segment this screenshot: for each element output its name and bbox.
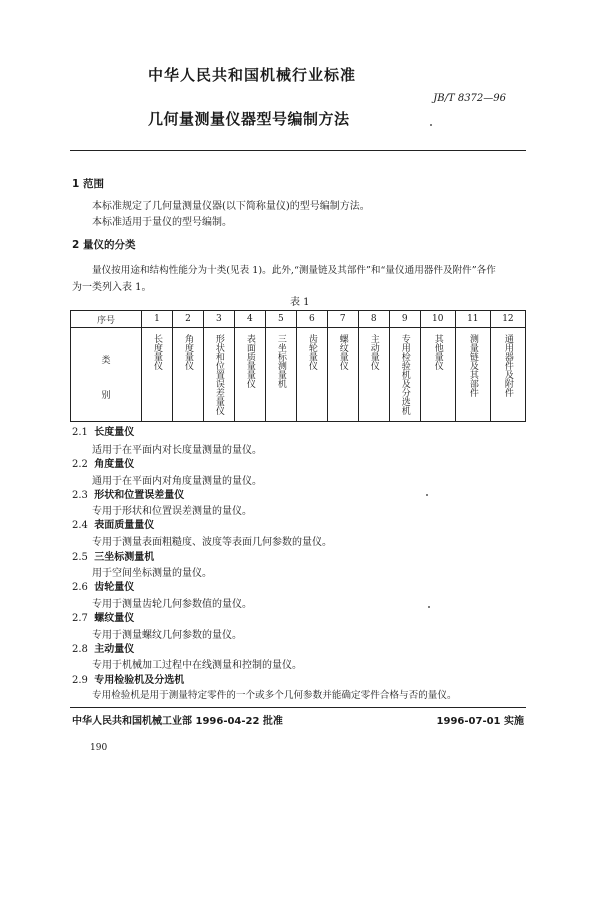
subsection-desc: 专用于测量齿轮几何参数值的量仪。 bbox=[92, 599, 252, 610]
table-1 bbox=[70, 310, 526, 422]
document-title: 几何量测量仪器型号编制方法 bbox=[148, 110, 350, 128]
category-cell bbox=[389, 328, 420, 422]
subsection-heading bbox=[72, 486, 184, 501]
subsection-desc: 通用于在平面内对角度量测量的量仪。 bbox=[92, 476, 262, 487]
subsection-desc: 专用于形状和位置误差测量的量仪。 bbox=[92, 506, 252, 517]
subsection-heading bbox=[72, 455, 134, 470]
col-number: 4 bbox=[234, 311, 265, 328]
subsection-title: 专用检验机及分选机 bbox=[94, 675, 185, 686]
subsection-desc: 专用于测量表面粗糙度、波度等表面几何参数的量仪。 bbox=[92, 537, 332, 548]
subsection-heading bbox=[72, 640, 134, 655]
subsection-title: 长度量仪 bbox=[94, 427, 135, 438]
category-cell bbox=[327, 328, 358, 422]
subsection-number: 2.4 bbox=[72, 520, 88, 531]
category-name: 专用检验机及分选机 bbox=[399, 334, 410, 415]
category-name: 其他量仪 bbox=[432, 334, 443, 370]
col-number: 8 bbox=[358, 311, 389, 328]
subsection-title: 表面质量量仪 bbox=[94, 520, 155, 531]
section-2-paragraph-line-2: 为一类列入表 1。 bbox=[72, 282, 152, 293]
header-rule bbox=[70, 150, 526, 151]
category-cell bbox=[142, 328, 173, 422]
subsection-title: 螺纹量仪 bbox=[94, 613, 135, 624]
col-number: 7 bbox=[327, 311, 358, 328]
subsection-number: 2.7 bbox=[72, 613, 88, 624]
category-label-2: 别 bbox=[101, 391, 111, 401]
subsection-heading bbox=[72, 423, 134, 438]
col-number: 6 bbox=[296, 311, 327, 328]
subsection-heading bbox=[72, 578, 134, 593]
category-cell bbox=[172, 328, 203, 422]
section-1-paragraph-1: 本标准规定了几何量测量仪器(以下简称量仪)的型号编制方法。 bbox=[92, 201, 370, 212]
category-name: 长度量仪 bbox=[151, 334, 162, 370]
subsection-desc: 专用检验机是用于测量特定零件的一个或多个几何参数并能确定零件合格与否的量仪。 bbox=[92, 690, 457, 701]
col-number: 2 bbox=[172, 311, 203, 328]
subsection-number: 2.9 bbox=[72, 675, 88, 686]
scan-speck bbox=[428, 606, 430, 608]
category-name: 表面质量量仪 bbox=[244, 334, 255, 388]
category-name: 通用器件及附件 bbox=[502, 334, 513, 397]
subsection-number: 2.1 bbox=[72, 427, 88, 438]
category-name: 螺纹量仪 bbox=[337, 334, 348, 370]
category-cell bbox=[234, 328, 265, 422]
subsection-title: 角度量仪 bbox=[94, 459, 135, 470]
subsection-number: 2.5 bbox=[72, 552, 88, 563]
subsection-desc: 用于空间坐标测量的量仪。 bbox=[92, 568, 212, 579]
subsection-number: 2.6 bbox=[72, 582, 88, 593]
category-cell bbox=[490, 328, 525, 422]
category-name: 角度量仪 bbox=[182, 334, 193, 370]
category-label-1: 类 bbox=[101, 356, 111, 366]
category-cell bbox=[265, 328, 296, 422]
col-number: 10 bbox=[420, 311, 455, 328]
effective-date: 1996-07-01 实施 bbox=[436, 716, 524, 727]
col-number: 12 bbox=[490, 311, 525, 328]
table-1-caption: 表 1 bbox=[290, 297, 310, 308]
category-cell bbox=[358, 328, 389, 422]
category-name: 测量链及其部件 bbox=[467, 334, 478, 397]
subsection-title: 齿轮量仪 bbox=[94, 582, 135, 593]
subsection-desc: 专用于机械加工过程中在线测量和控制的量仪。 bbox=[92, 660, 302, 671]
category-name: 三坐标测量机 bbox=[275, 334, 286, 388]
page-number: 190 bbox=[90, 743, 108, 753]
subsection-heading bbox=[72, 516, 154, 531]
col-number: 9 bbox=[389, 311, 420, 328]
subsection-desc: 专用于测量螺纹几何参数的量仪。 bbox=[92, 630, 242, 641]
subsection-heading bbox=[72, 671, 184, 686]
table-row-numbers bbox=[71, 311, 526, 328]
standard-code: JB/T 8372—96 bbox=[433, 93, 506, 104]
subsection-number: 2.2 bbox=[72, 459, 88, 470]
subsection-heading bbox=[72, 609, 134, 624]
seq-header: 序号 bbox=[71, 311, 142, 328]
category-header bbox=[71, 328, 142, 422]
footer-rule bbox=[70, 707, 526, 708]
category-cell bbox=[203, 328, 234, 422]
category-name: 齿轮量仪 bbox=[306, 334, 317, 370]
category-cell bbox=[420, 328, 455, 422]
col-number: 1 bbox=[142, 311, 173, 328]
subsection-title: 形状和位置误差量仪 bbox=[94, 490, 185, 501]
section-2-heading: 2 量仪的分类 bbox=[72, 239, 136, 251]
section-1-heading: 1 范围 bbox=[72, 178, 104, 190]
col-number: 11 bbox=[455, 311, 490, 328]
section-2-paragraph-line-1: 量仪按用途和结构性能分为十类(见表 1)。此外,“测量链及其部件”和“量仪通用器件及附件”各作 bbox=[92, 265, 496, 276]
col-number: 3 bbox=[203, 311, 234, 328]
subsection-number: 2.3 bbox=[72, 490, 88, 501]
standard-title: 中华人民共和国机械行业标准 bbox=[148, 66, 357, 84]
category-name: 形状和位置误差量仪 bbox=[213, 334, 224, 415]
subsection-desc: 适用于在平面内对长度量测量的量仪。 bbox=[92, 445, 262, 456]
category-cell bbox=[455, 328, 490, 422]
table-row-categories bbox=[71, 328, 526, 422]
subsection-number: 2.8 bbox=[72, 644, 88, 655]
approval-line: 中华人民共和国机械工业部 1996-04-22 批准 bbox=[72, 716, 283, 727]
category-cell bbox=[296, 328, 327, 422]
col-number: 5 bbox=[265, 311, 296, 328]
subsection-title: 主动量仪 bbox=[94, 644, 135, 655]
scan-speck bbox=[430, 124, 432, 126]
scan-speck bbox=[426, 494, 428, 496]
subsection-heading bbox=[72, 548, 154, 563]
subsection-title: 三坐标测量机 bbox=[94, 552, 155, 563]
category-name: 主动量仪 bbox=[368, 334, 379, 370]
section-1-paragraph-2: 本标准适用于量仪的型号编制。 bbox=[92, 217, 232, 228]
